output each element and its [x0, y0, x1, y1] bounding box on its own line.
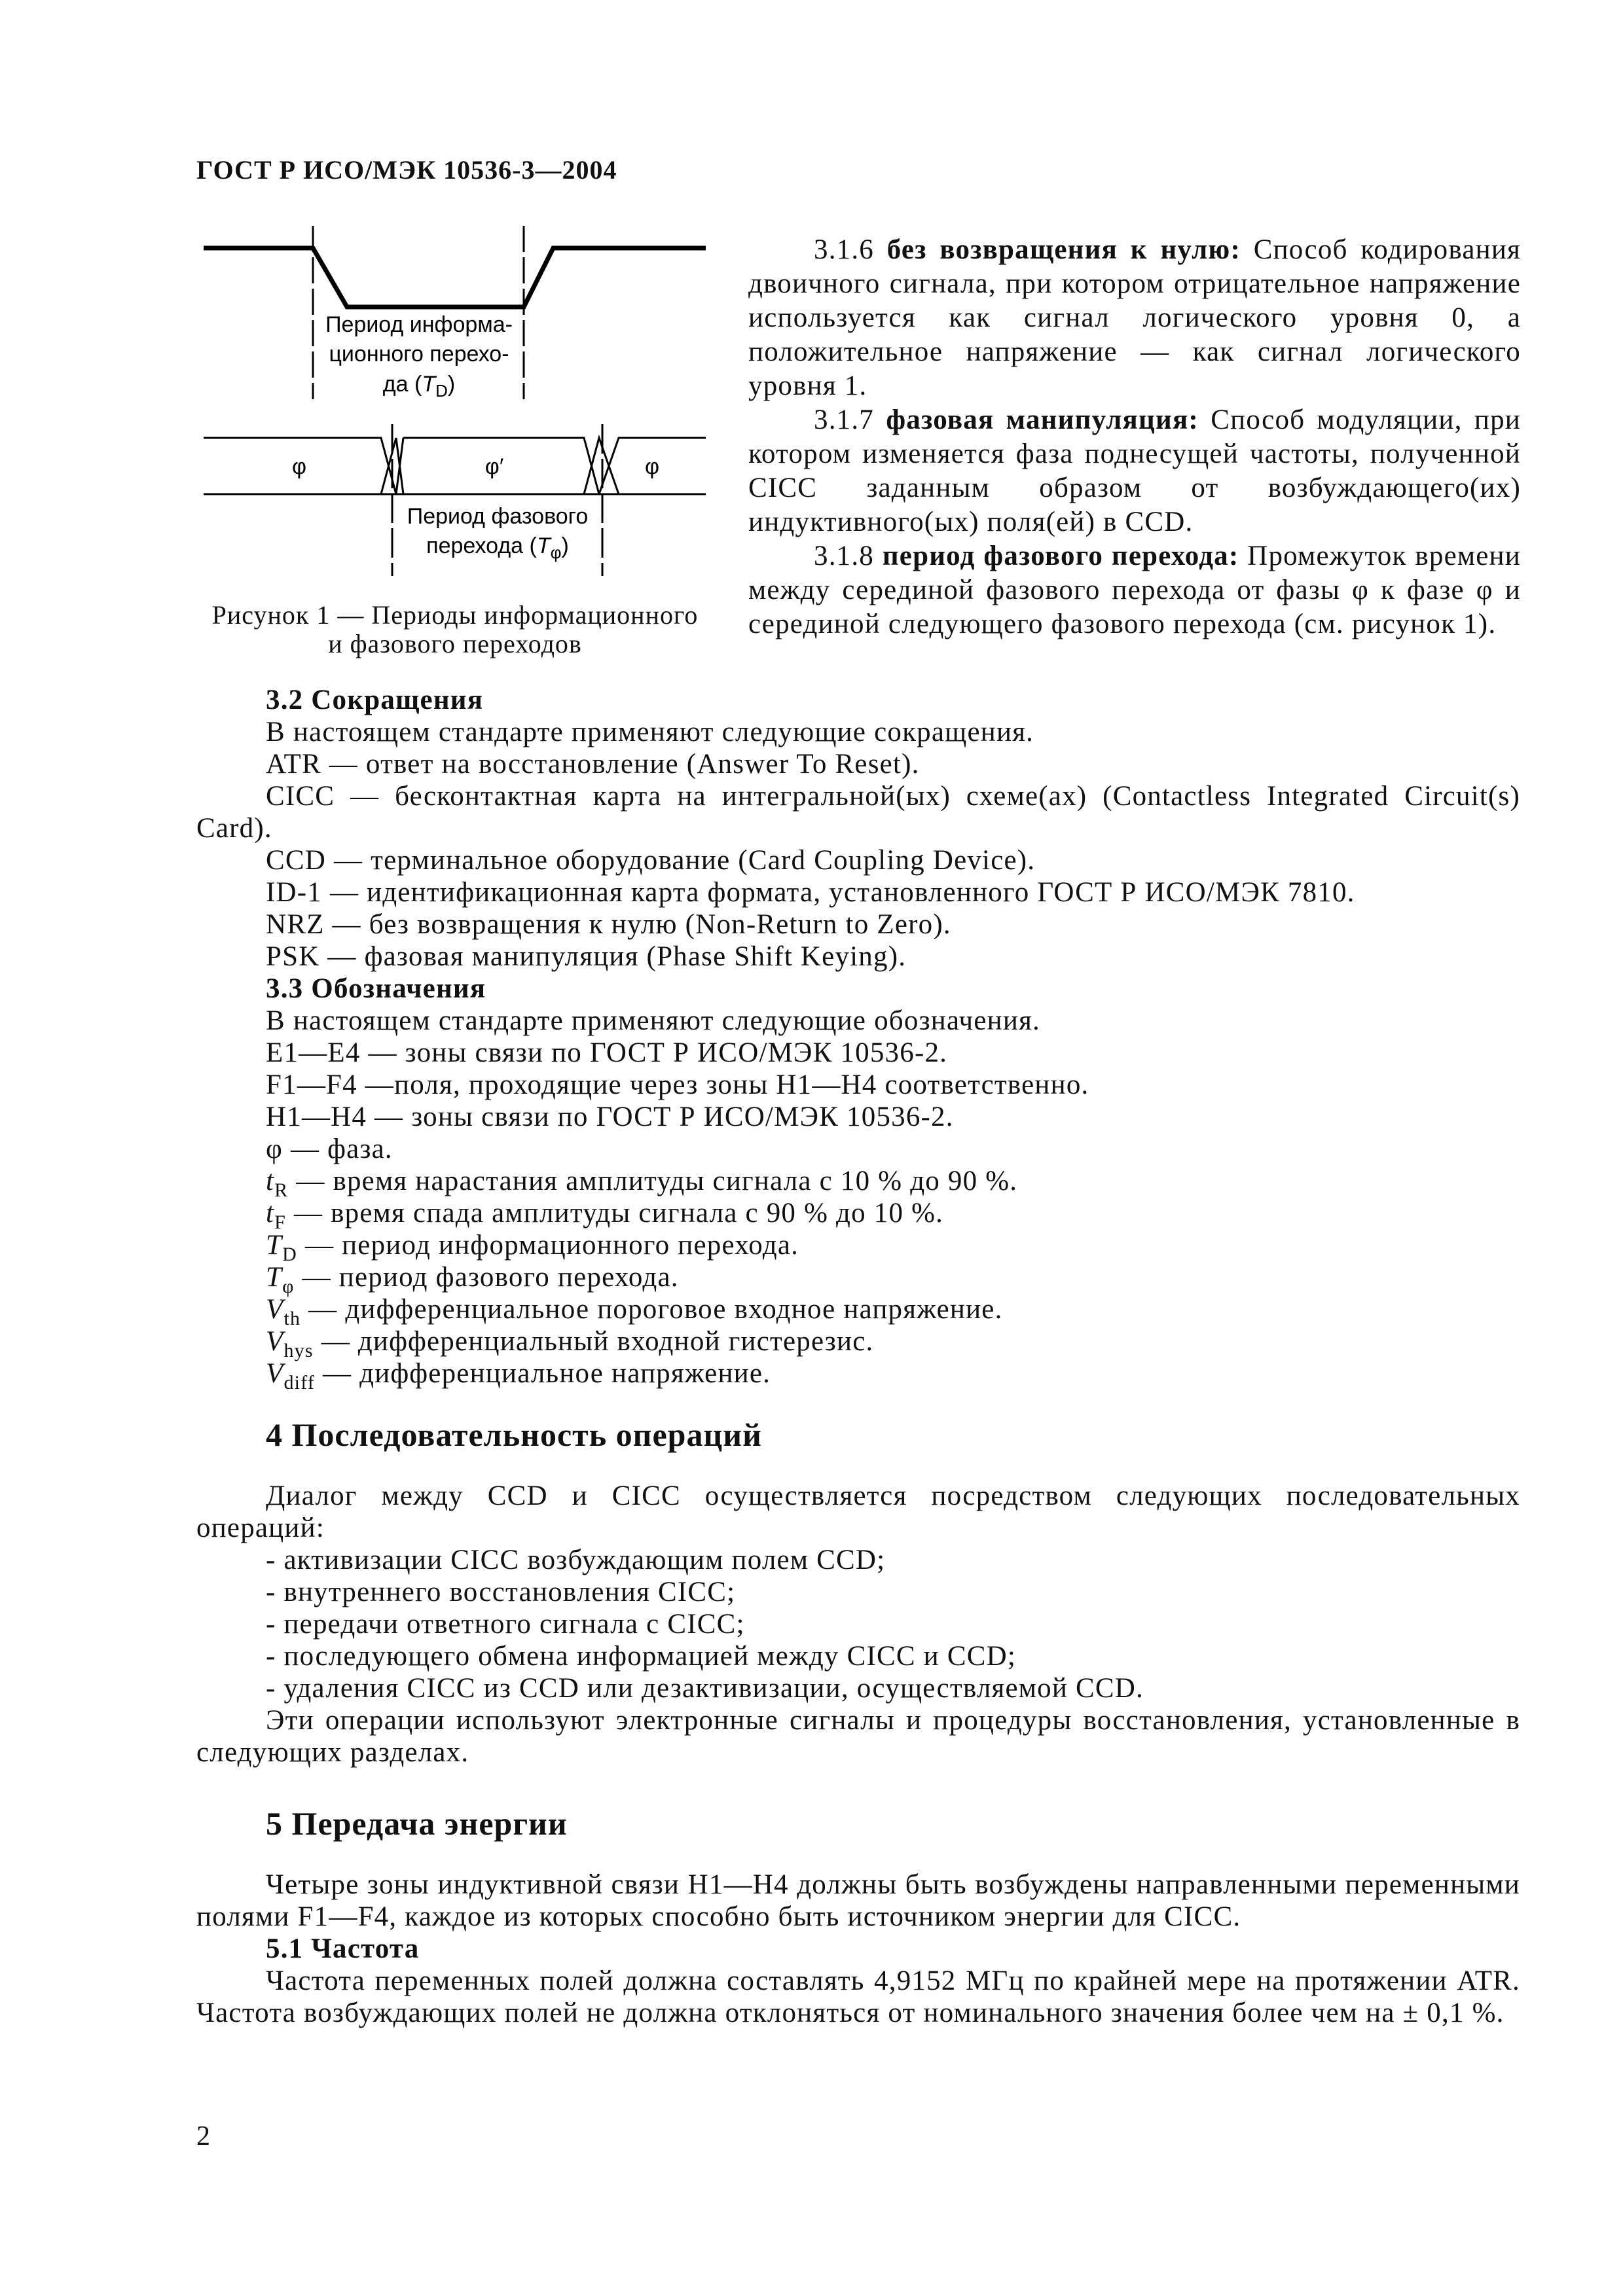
section-heading: 4 Последовательность операций — [266, 1416, 762, 1453]
term: фазовая манипуляция: — [886, 404, 1199, 435]
subsection-title: 5.1 Частота — [266, 1933, 420, 1964]
caption-line: и фазового переходов — [328, 629, 582, 658]
symbol-item: $V_{hys}$ — дифференциальный входной гистерезис. — [266, 1326, 874, 1361]
abbr-item: CCD — терминальное оборудование (Card Coupling Device). — [266, 845, 1036, 876]
term: период фазового перехода: — [882, 541, 1239, 571]
list-item: - удаления CICC из CCD или дезактивизации, осуществляемой CCD. — [266, 1673, 1144, 1704]
page-number: 2 — [196, 2121, 210, 2151]
figure-1-timing-diagram — [196, 216, 720, 596]
list-item: - последующего обмена информацией между CICC и CCD; — [266, 1641, 1017, 1672]
list-item: - активизации CICC возбуждающим полем CCD; — [266, 1545, 886, 1575]
list-item: - внутреннего восстановления CICC; — [266, 1577, 736, 1607]
definition-3-1-6: 3.1.6 без возвращения к нулю: Способ кодирования двоичного сигнала, при котором отрицательное напряжение используется как сигнал логического уровня 0, а положительное напряжение — как сигнал логического уровня 1. — [748, 234, 1522, 401]
symbol-item: H1—H4 — зоны связи по ГОСТ Р ИСО/МЭК 10536-2. — [266, 1102, 954, 1132]
phi-label-right: φ — [644, 454, 660, 479]
symbol-item: $V_{th}$ — дифференциальное пороговое входное напряжение. — [266, 1294, 1003, 1329]
term: без возвращения к нулю: — [886, 234, 1241, 265]
document-header: ГОСТ Р ИСО/МЭК 10536-3—2004 — [196, 155, 617, 185]
list-item: - передачи ответного сигнала с CICC; — [266, 1609, 745, 1640]
symbol-item: F1—F4 —поля, проходящие через зоны H1—H4 соответственно. — [266, 1069, 1089, 1100]
tp-label-line1: Период фазового — [407, 504, 589, 529]
paragraph: Четыре зоны индуктивной связи H1—H4 должны быть возбуждены направленными переменными полями F1—F4, каждое из которых способно быть источником энергии для CICC. — [196, 1869, 1520, 1932]
symbol-item: φ — фаза. — [266, 1134, 393, 1164]
td-label-line3: да ( — [382, 372, 422, 397]
definition-3-1-8: 3.1.8 период фазового перехода: Промежуток времени между серединой фазового перехода от фазы φ к фазе φ и серединой следующего фазового перехода (см. рисунок 1). — [748, 541, 1521, 639]
svg-text:перехода (Tφ): перехода $(T_\varphi)$ — [426, 533, 569, 562]
section-title: 3.2 Сокращения — [266, 685, 484, 715]
td-label-line1: Период информа- — [325, 312, 513, 337]
symbol-item: $V_{diff}$ — дифференциальное напряжение. — [266, 1358, 771, 1393]
symbol-item: $T_D$ — период информационного перехода. — [266, 1230, 799, 1265]
tp-symbol: T — [536, 533, 551, 558]
abbr-item: CICC — бесконтактная карта на интегральной(ых) схеме(ах) (Contactless Integrated Circuit(s) Card). — [196, 781, 1520, 844]
paragraph: Диалог между CCD и CICC осуществляется посредством следующих последовательных операций: — [196, 1480, 1520, 1543]
section-heading: 5 Передача энергии — [266, 1805, 568, 1842]
tp-label-line2: перехода ( — [426, 533, 537, 558]
td-symbol: T — [422, 372, 436, 397]
tp-subscript: φ — [550, 543, 562, 562]
paragraph: В настоящем стандарте применяют следующие обозначения. — [266, 1005, 1041, 1036]
phi-label-left: φ — [291, 454, 307, 479]
symbol-item: $T_\varphi$ — период фазового перехода. — [266, 1262, 679, 1297]
section-5 — [196, 1805, 1520, 2029]
symbol-item: E1—E4 — зоны связи по ГОСТ Р ИСО/МЭК 10536-2. — [266, 1037, 948, 1068]
paragraph: Частота переменных полей должна составлять 4,9152 МГц по крайней мере на протяжении ATR. Частота возбуждающих полей не должна отклоняться от номинального значения более чем на ± 0,1 %. — [196, 1965, 1520, 2028]
definitions-column — [748, 233, 1521, 641]
paragraph: Эти операции используют электронные сигналы и процедуры восстановления, установленные в следующих разделах. — [196, 1705, 1520, 1768]
svg-text:да (TD): да $(T_D)$ — [382, 372, 456, 401]
td-label-line2: ционного перехо- — [329, 342, 509, 367]
symbol-item: $t_F$ — время спада амплитуды сигнала с 90 % до 10 %. — [266, 1198, 944, 1233]
symbol-item: $t_R$ — время нарастания амплитуды сигнала с 10 % до 90 %. — [266, 1166, 1018, 1201]
paragraph: В настоящем стандарте применяют следующие сокращения. — [266, 717, 1034, 747]
abbr-item: ATR — ответ на восстановление (Answer To Reset). — [266, 749, 920, 780]
phi-prime-label: φ′ — [484, 454, 504, 479]
section-title: 3.3 Обозначения — [266, 973, 486, 1004]
figure-caption — [196, 601, 714, 658]
definition-3-1-7: 3.1.7 фазовая манипуляция: Способ модуляции, при котором изменяется фаза поднесущей частоты, полученной CICC заданным образом от возбуждающего(их) индуктивного(ых) поля(ей) в CCD. — [748, 404, 1521, 537]
section-4 — [196, 1416, 1520, 1768]
abbr-item: ID-1 — идентификационная карта формата, установленного ГОСТ Р ИСО/МЭК 7810. — [266, 877, 1355, 908]
caption-line: Рисунок 1 — Периоды информационного — [211, 600, 699, 630]
abbr-item: NRZ — без возвращения к нулю (Non-Return to Zero). — [266, 909, 951, 940]
abbr-item: PSK — фазовая манипуляция (Phase Shift Keying). — [266, 941, 907, 972]
abbreviations-section — [196, 684, 1520, 1393]
td-subscript: D — [435, 381, 448, 401]
